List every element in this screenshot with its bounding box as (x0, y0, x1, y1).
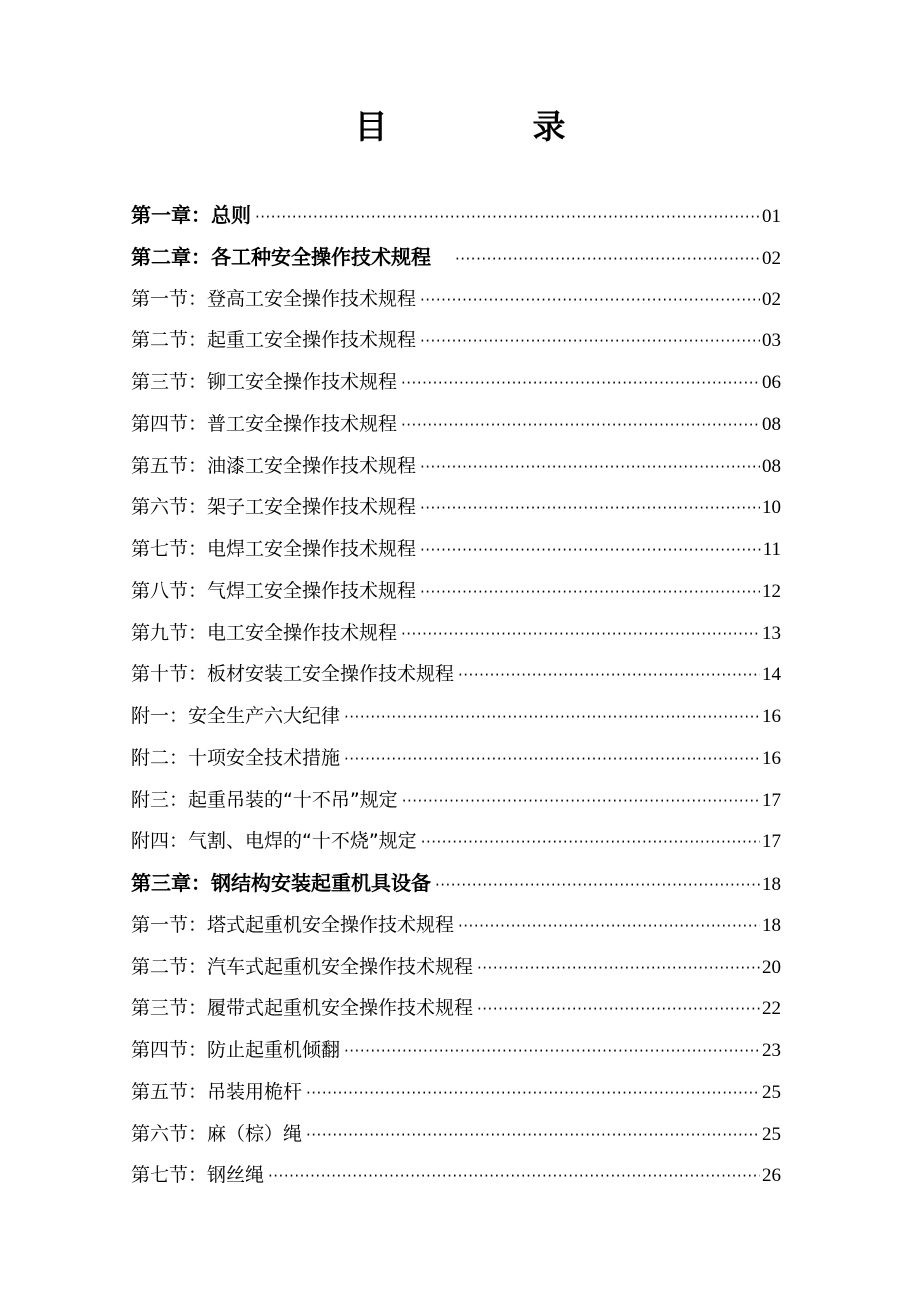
toc-page-number: 01 (762, 206, 781, 227)
toc-section-entry[interactable] (131, 780, 781, 822)
toc-entry-title: 附二：十项安全技术措施 (131, 746, 341, 769)
toc-dot-leader (420, 572, 760, 614)
toc-page-number: 23 (762, 1040, 781, 1061)
toc-page-number: 17 (762, 789, 781, 811)
toc-entry-title: 附一：安全生产六大纪律 (131, 705, 341, 727)
toc-dot-leader (435, 865, 760, 907)
toc-dot-leader (255, 197, 760, 239)
toc-dot-leader (458, 906, 760, 948)
toc-dot-leader (268, 1156, 760, 1198)
toc-section-entry[interactable] (131, 988, 781, 1030)
toc-chapter-entry[interactable] (131, 237, 781, 279)
toc-section-entry[interactable] (131, 654, 781, 696)
toc-dot-leader (401, 363, 760, 405)
toc-entry-title: 附四：气割、电焊的“十不烧”规定 (131, 830, 417, 853)
toc-dot-leader (458, 655, 760, 697)
toc-page-number: 25 (762, 1081, 781, 1103)
toc-page-number: 03 (762, 330, 781, 352)
toc-chapter-entry[interactable] (131, 863, 781, 905)
toc-entry-title: 第二节：起重工安全操作技术规程 (131, 329, 417, 352)
toc-entry-title: 第一节：塔式起重机安全操作技术规程 (131, 913, 455, 936)
toc-page-number: 14 (762, 664, 781, 686)
toc-page-number: 17 (762, 831, 781, 853)
table-of-contents (131, 195, 781, 1197)
toc-page-number: 11 (762, 539, 781, 560)
toc-page-number: 13 (762, 622, 781, 644)
toc-dot-leader (344, 697, 760, 739)
toc-dot-leader (420, 447, 760, 489)
toc-dot-leader (344, 739, 760, 781)
toc-entry-title: 第三章：钢结构安装起重机具设备 (131, 871, 431, 895)
toc-entry-title: 第六节：麻（棕）绳 (131, 1122, 303, 1145)
toc-section-entry[interactable] (131, 446, 781, 488)
toc-page-number: 02 (762, 247, 781, 269)
toc-page-number: 22 (762, 998, 781, 1020)
toc-section-entry[interactable] (131, 487, 781, 529)
toc-page-number: 20 (762, 956, 781, 978)
toc-dot-leader (401, 405, 760, 447)
toc-entry-title: 第四节：普工安全操作技术规程 (131, 412, 398, 435)
page-title: 目 录 (354, 107, 622, 146)
toc-dot-leader (402, 781, 760, 823)
toc-dot-leader (455, 239, 760, 281)
toc-entry-title: 第三节：铆工安全操作技术规程 (131, 371, 398, 393)
toc-entry-title: 附三：起重吊装的“十不吊”规定 (131, 788, 398, 811)
toc-entry-title: 第七节：钢丝绳 (131, 1164, 265, 1187)
toc-section-entry[interactable] (131, 905, 781, 947)
toc-section-entry[interactable] (131, 1155, 781, 1197)
toc-section-entry[interactable] (131, 571, 781, 613)
toc-entry-title: 第一章：总则 (131, 203, 251, 227)
toc-page-number: 16 (762, 747, 781, 769)
toc-page-number: 08 (762, 413, 781, 435)
toc-dot-leader (477, 948, 760, 990)
toc-section-entry[interactable] (131, 362, 781, 404)
toc-section-entry[interactable] (131, 696, 781, 738)
toc-page-number: 18 (762, 874, 781, 895)
toc-section-entry[interactable] (131, 738, 781, 780)
toc-page-number: 12 (762, 580, 781, 602)
toc-dot-leader (306, 1073, 760, 1115)
toc-entry-title: 第五节：油漆工安全操作技术规程 (131, 454, 417, 477)
toc-entry-title: 第七节：电焊工安全操作技术规程 (131, 538, 417, 560)
toc-page-number: 08 (762, 455, 781, 477)
toc-section-entry[interactable] (131, 404, 781, 446)
toc-dot-leader (477, 989, 760, 1031)
toc-section-entry[interactable] (131, 279, 781, 321)
toc-entry-title: 第九节：电工安全操作技术规程 (131, 621, 398, 644)
toc-entry-title: 第五节：吊装用桅杆 (131, 1080, 303, 1103)
toc-entry-title: 第八节：气焊工安全操作技术规程 (131, 579, 417, 602)
toc-entry-title: 第四节：防止起重机倾翻 (131, 1039, 341, 1061)
toc-section-entry[interactable] (131, 821, 781, 863)
toc-entry-title: 第六节：架子工安全操作技术规程 (131, 496, 417, 519)
toc-dot-leader (420, 280, 760, 322)
toc-dot-leader (306, 1115, 760, 1157)
toc-dot-leader (420, 530, 761, 572)
toc-page-number: 02 (762, 288, 781, 310)
toc-entry-title: 第十节：板材安装工安全操作技术规程 (131, 663, 455, 686)
toc-entry-title: 第二节：汽车式起重机安全操作技术规程 (131, 955, 474, 978)
toc-section-entry[interactable] (131, 613, 781, 655)
toc-dot-leader (401, 614, 760, 656)
toc-section-entry[interactable] (131, 1072, 781, 1114)
toc-page-number: 25 (762, 1123, 781, 1145)
toc-dot-leader (420, 321, 760, 363)
toc-section-entry[interactable] (131, 320, 781, 362)
toc-section-entry[interactable] (131, 1030, 781, 1072)
toc-page-number: 26 (762, 1165, 781, 1187)
toc-chapter-entry[interactable] (131, 195, 781, 237)
toc-entry-title: 第二章：各工种安全操作技术规程 (131, 244, 431, 269)
toc-page-number: 06 (762, 372, 781, 393)
toc-page-number: 18 (762, 914, 781, 936)
toc-section-entry[interactable] (131, 529, 781, 571)
toc-section-entry[interactable] (131, 947, 781, 989)
toc-entry-title: 第一节：登高工安全操作技术规程 (131, 287, 417, 310)
toc-page-number: 10 (762, 497, 781, 519)
toc-dot-leader (420, 488, 760, 530)
toc-section-entry[interactable] (131, 1114, 781, 1156)
toc-entry-title: 第三节：履带式起重机安全操作技术规程 (131, 997, 474, 1020)
toc-page-number: 16 (762, 706, 781, 727)
toc-dot-leader (344, 1031, 760, 1073)
toc-dot-leader (421, 822, 760, 864)
